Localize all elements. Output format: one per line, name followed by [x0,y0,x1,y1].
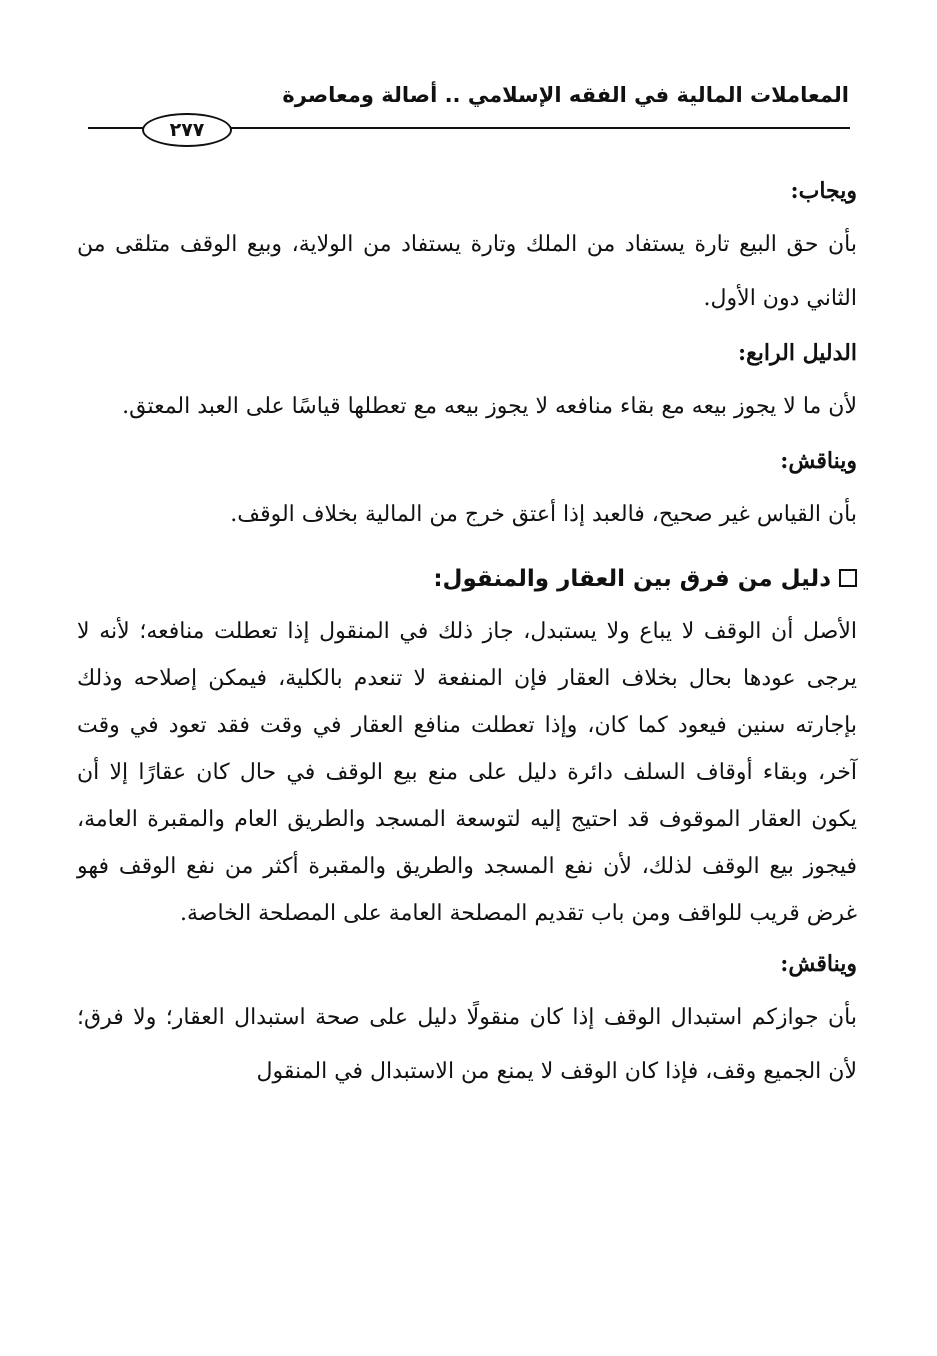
section-heading-text: دليل من فرق بين العقار والمنقول: [433,566,831,592]
section-paragraph: الأصل أن الوقف لا يباع ولا يستبدل، جاز ذلك في المنقول إذا تعطلت منافعه؛ لأنه لا يرجى عودها بحال بخلاف العقار فإن المنفعة لا تنعدم بالكلية، فيمكن إصلاحه وذلك بإجارته سنين فيعود كما كان، وإذا تعطلت منافع العقار في وقت فقد تعود في وقت آخر، وبقاء أوقاف السلف دائرة دليل على منع بيع الوقف في حال كان عقارًا إلا أن يكون العقار الموقوف قد احتيج إليه لتوسعة المسجد والطريق العام والمقبرة العامة، فيجوز بيع الوقف لذلك، لأن نفع المسجد والطريق والمقبرة أكثر من نفع الوقف فهو غرض قريب للواقف ومن باب تقديم المصلحة العامة على المصلحة الخاصة. [77,619,857,926]
second-discussion-heading: ويناقش: [780,951,857,977]
second-discussion-paragraph: بأن جوازكم استبدال الوقف إذا كان منقولًا دليل على صحة استبدال العقار؛ ولا فرق؛ لأن الجميع وقف، فإذا كان الوقف لا يمنع من الاستبدال في المنقول [77,1005,857,1084]
body-text [77,164,857,1099]
section-heading [77,550,857,608]
response-paragraph: بأن حق البيع تارة يستفاد من الملك وتارة يستفاد من الولاية، وبيع الوقف متلقى من الثاني دون الأول. [77,232,857,311]
checkbox-icon [839,569,857,587]
response-heading: ويجاب: [790,178,857,204]
page-number-badge: ٢٧٧ [142,113,232,147]
fourth-evidence-heading: الدليل الرابع: [737,340,857,366]
discussion-paragraph: بأن القياس غير صحيح، فالعبد إذا أعتق خرج من المالية بخلاف الوقف. [230,502,857,527]
discussion-heading: ويناقش: [780,448,857,474]
fourth-evidence-paragraph: لأن ما لا يجوز بيعه مع بقاء منافعه لا يجوز بيعه مع تعطلها قياسًا على العبد المعتق. [122,394,857,419]
running-head-title: المعاملات المالية في الفقه الإسلامي .. أصالة ومعاصرة [282,83,849,107]
